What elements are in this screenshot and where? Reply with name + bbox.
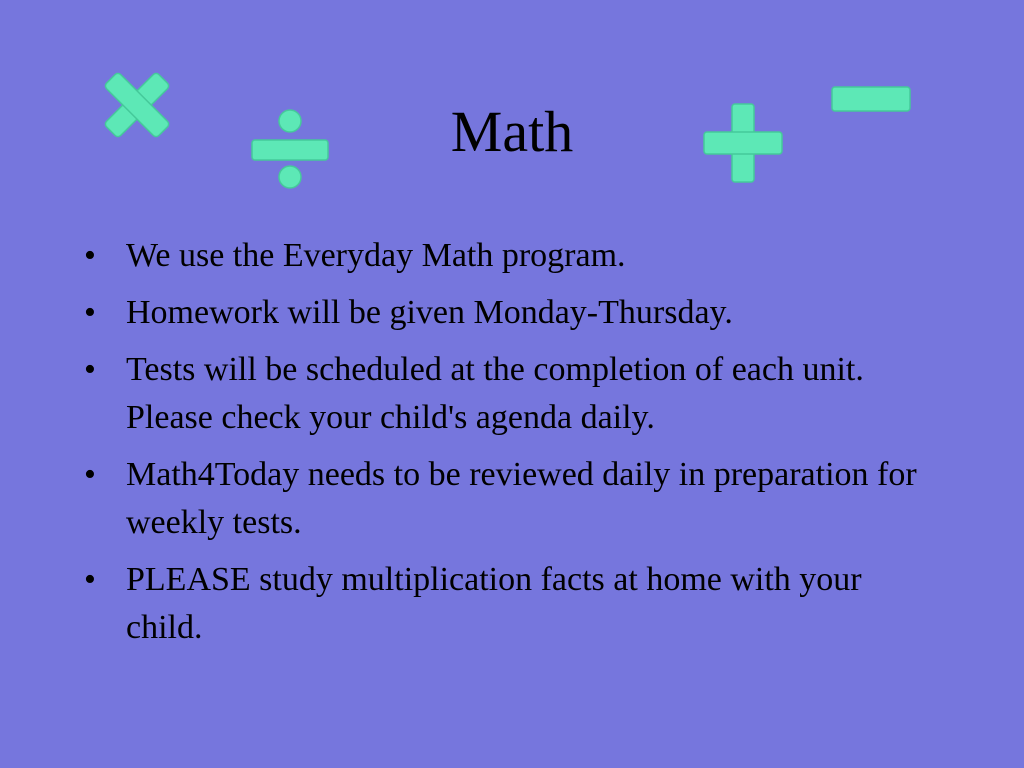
- bullet-text: Math4Today needs to be reviewed daily in preparation for weekly tests.: [126, 456, 917, 541]
- bullet-marker: •: [84, 237, 96, 274]
- bullet-text: We use the Everyday Math program.: [126, 237, 626, 274]
- list-item: [84, 346, 934, 442]
- list-item: [84, 451, 934, 547]
- bullet-marker: •: [84, 561, 96, 598]
- bullet-marker: •: [84, 294, 96, 331]
- list-item: [84, 232, 934, 280]
- bullet-text: Homework will be given Monday-Thursday.: [126, 294, 733, 331]
- list-item: [84, 556, 934, 652]
- bullet-marker: •: [84, 351, 96, 388]
- list-item: [84, 289, 934, 337]
- bullet-list: [84, 232, 934, 661]
- bullet-marker: •: [84, 456, 96, 493]
- bullet-text: PLEASE study multiplication facts at home with your child.: [126, 561, 862, 646]
- bullet-text: Tests will be scheduled at the completion of each unit. Please check your child's agenda daily.: [126, 351, 864, 436]
- slide-title: Math: [450, 99, 574, 164]
